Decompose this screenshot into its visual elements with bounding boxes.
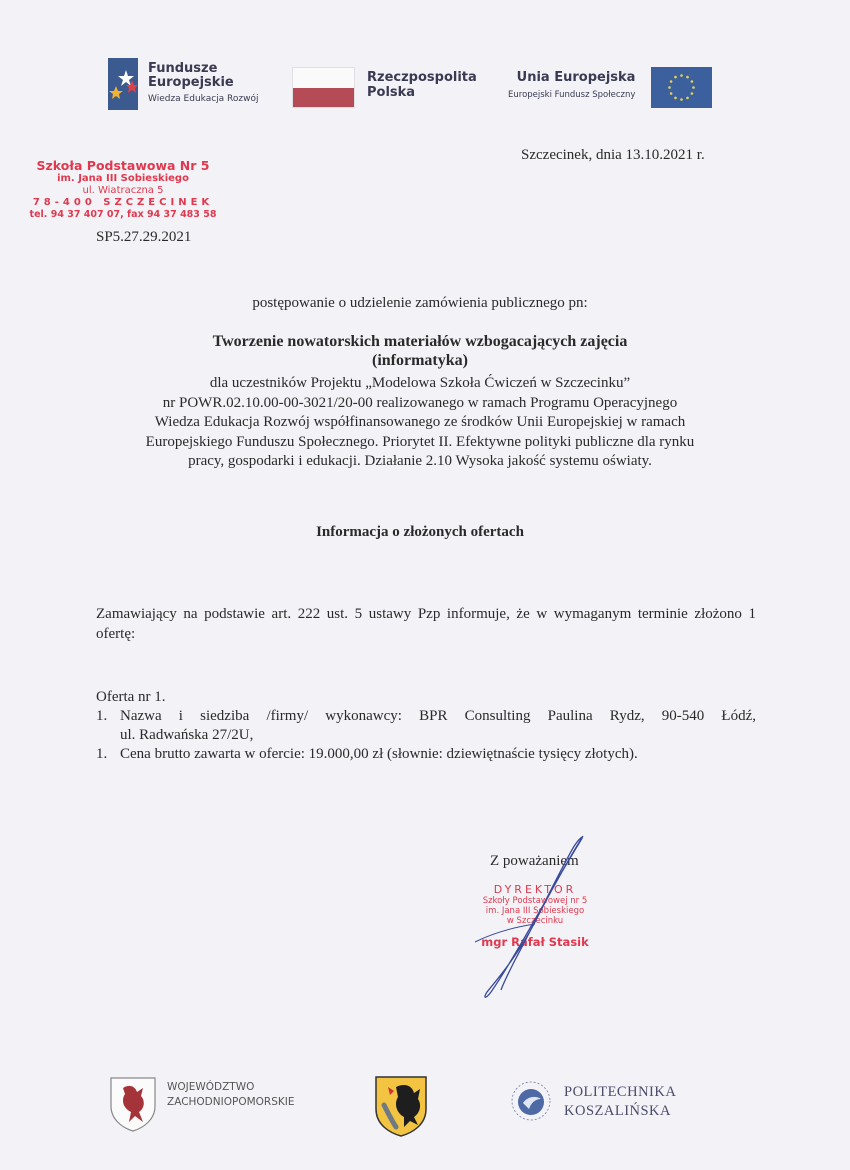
document-title: [60, 332, 780, 370]
pk-line1: POLITECHNIKA: [564, 1084, 677, 1100]
fe-title-line1: Fundusze: [148, 61, 218, 76]
stamp-patron: im. Jana III Sobieskiego: [57, 173, 189, 184]
rzeczpospolita-logo-text: [367, 70, 477, 100]
date-line: Szczecinek, dnia 13.10.2021 r.: [521, 147, 705, 163]
eu-star: [691, 80, 694, 83]
offer-item-text-cont: ul. Radwańska 27/2U,: [120, 727, 254, 743]
rp-line2: Polska: [367, 85, 416, 100]
offer-item-number: 1.: [96, 746, 108, 762]
offer-item-text: Cena brutto zawarta w ofercie: 19.000,00 zł (słownie: dziewiętnaście tysięcy złotych).: [120, 746, 638, 762]
description-line: dla uczestników Projektu „Modelowa Szkoła Ćwiczeń w Szczecinku”: [209, 375, 631, 391]
eu-star: [670, 80, 673, 83]
title-line2: (informatyka): [372, 352, 468, 369]
eu-star: [668, 86, 671, 89]
eu-star: [674, 76, 677, 79]
griffin-yellow-shield-icon: [374, 1075, 428, 1137]
description-line: Wiedza Edukacja Rozwój współfinansowanego ze środków Unii Europejskiej w ramach: [154, 414, 686, 430]
description-line: Europejskiego Funduszu Społecznego. Priorytet II. Efektywne polityki publiczne dla rynku: [145, 433, 695, 450]
regards-text: Z poważaniem: [490, 853, 579, 869]
politechnika-logo-text: [564, 1083, 676, 1121]
reference-number: SP5.27.29.2021: [96, 229, 192, 245]
director-school: Szkoły Podstawowej nr 5: [482, 896, 588, 906]
director-patron: im. Jana III Sobieskiego: [485, 906, 585, 916]
description-line: nr POWR.02.10.00-00-3021/20-00 realizowanego w ramach Programu Operacyjnego: [162, 394, 678, 411]
offer-heading: Oferta nr 1.: [96, 689, 166, 705]
director-city: w Szczecinku: [506, 916, 564, 926]
school-stamp: [20, 158, 226, 221]
director-name: mgr Rafał Stasik: [481, 935, 589, 949]
offer-item-text: Nazwa i siedziba /firmy/ wykonawcy: BPR Consulting Paulina Rydz, 90-540 Łódź,: [120, 708, 756, 724]
eu-star: [692, 86, 695, 89]
title-line1: Tworzenie nowatorskich materiałów wzbogacających zajęcia: [212, 333, 628, 350]
info-heading: Informacja o złożonych ofertach: [316, 524, 524, 540]
fe-title-line2: Europejskie: [148, 75, 234, 90]
eu-star: [674, 97, 677, 100]
eu-star: [686, 76, 689, 79]
polish-flag-icon: [292, 67, 355, 108]
eu-star: [680, 98, 683, 101]
fundusze-europejskie-logo-text: [148, 62, 259, 106]
unia-europejska-logo-text: [508, 70, 635, 101]
procedure-line: postępowanie o udzielenie zamówienia publicznego pn:: [252, 295, 588, 311]
eu-star: [670, 92, 673, 95]
body-paragraph: Zamawiający na podstawie art. 222 ust. 5 ustawy Pzp informuje, że w wymaganym terminie złożono 1 ofertę:: [96, 606, 756, 642]
project-description: [60, 374, 780, 472]
offer-item-number: 1.: [96, 708, 108, 724]
description-line: pracy, gospodarki i edukacji. Działanie 2.10 Wysoka jakość systemu oświaty.: [188, 453, 652, 469]
eu-flag-icon: [651, 67, 712, 108]
stamp-school-name: Szkoła Podstawowa Nr 5: [36, 158, 210, 173]
ue-subtitle: Europejski Fundusz Społeczny: [508, 90, 636, 100]
politechnika-seal-icon: [511, 1081, 551, 1121]
stamp-phone: tel. 94 37 407 07, fax 94 37 483 58: [29, 209, 217, 220]
fundusze-europejskie-star-icon: [108, 58, 138, 110]
eu-star: [686, 97, 689, 100]
eu-star: [680, 74, 683, 77]
eu-star: [691, 92, 694, 95]
stamp-city: 78-400 SZCZECINEK: [32, 197, 214, 208]
zp-line1: WOJEWÓDZTWO: [167, 1081, 255, 1093]
zp-line2: ZACHODNIOPOMORSKIE: [167, 1096, 295, 1108]
griffin-coat-of-arms-icon: [109, 1076, 157, 1132]
rp-line1: Rzeczpospolita: [367, 70, 477, 85]
stamp-street: ul. Wiatraczna 5: [82, 185, 164, 196]
pk-line2: KOSZALIŃSKA: [564, 1103, 671, 1119]
director-title: DYREKTOR: [493, 883, 577, 896]
handwritten-signature-icon: [455, 832, 595, 1007]
offer-item: [96, 707, 756, 745]
offer-item: [96, 745, 756, 764]
ue-title: Unia Europejska: [516, 70, 636, 85]
fe-subtitle: Wiedza Edukacja Rozwój: [148, 94, 259, 104]
offer-section: [96, 688, 756, 764]
wojewodztwo-logo-text: [167, 1080, 294, 1110]
